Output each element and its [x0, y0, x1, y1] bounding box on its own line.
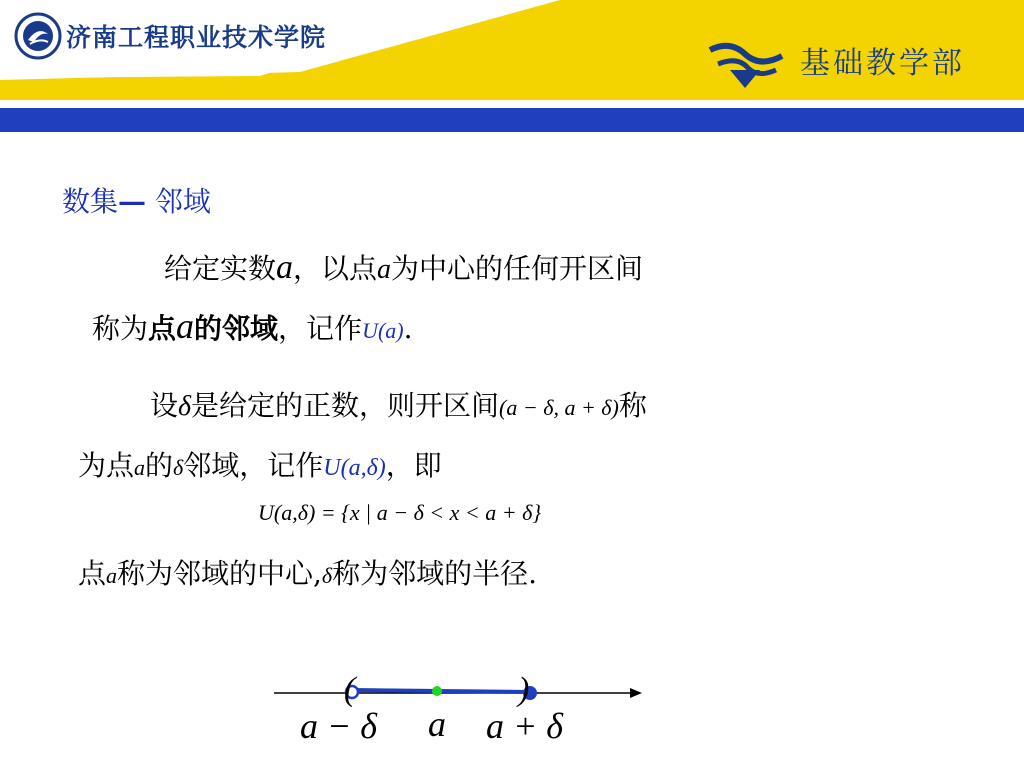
- para2-text-b: 是给定的正数，则开区间: [191, 389, 500, 422]
- para1-text-d: 称为: [92, 312, 149, 345]
- para2-text-f: 邻域，记作: [183, 449, 324, 482]
- slide-header: [0, 0, 1024, 132]
- var-a: a: [134, 455, 146, 480]
- left-paren: (: [344, 671, 356, 708]
- var-delta: δ: [173, 455, 184, 480]
- para2-text-d: 为点: [78, 449, 135, 482]
- left-endpoint-label: a − δ: [300, 706, 378, 746]
- right-endpoint-label: a + δ: [486, 706, 564, 746]
- para1-bold-neighborhood: 的邻域: [194, 312, 279, 345]
- right-paren: ): [518, 671, 530, 708]
- open-interval: (a − δ, a + δ): [499, 395, 619, 420]
- number-line-diagram: [260, 660, 660, 768]
- department-logo-icon: [700, 14, 790, 90]
- neighborhood-formula: U(a,δ) = {x | a − δ < x < a + δ}: [258, 500, 542, 525]
- school-logo-icon: [14, 12, 62, 60]
- var-a: a: [276, 249, 294, 286]
- para1-text-a: 给定实数: [164, 252, 277, 285]
- para2-line1: [150, 384, 647, 424]
- notation-U-a: U(a): [362, 318, 404, 343]
- school-name: 济南工程职业技术学院: [66, 23, 327, 52]
- para3-line: [78, 552, 537, 592]
- para1-text-e: ，记作: [278, 312, 363, 345]
- para3-text-c: 称为邻域的半径.: [332, 557, 538, 590]
- para1-text-c: 为中心的任何开区间: [391, 252, 644, 285]
- para2-line2: [78, 444, 442, 484]
- para2-text-c: 称: [618, 389, 647, 422]
- title-main: 数集: [62, 185, 119, 218]
- period: .: [403, 312, 413, 345]
- para1-line1: [164, 247, 643, 287]
- var-a: a: [377, 254, 392, 285]
- axis-arrow-icon: [630, 688, 642, 698]
- department-name: 基础教学部: [800, 46, 965, 81]
- var-delta: δ: [178, 391, 192, 422]
- para1-text-b: ，以点: [293, 252, 378, 285]
- para3-text-b: 称为邻域的中心,: [117, 557, 322, 590]
- title-sub: 邻域: [154, 185, 211, 218]
- var-a: a: [106, 563, 118, 588]
- para2-text-e: 的: [145, 449, 174, 482]
- para2-text-a: 设: [150, 389, 179, 422]
- title-dash: —: [118, 185, 147, 218]
- var-a: a: [176, 306, 195, 346]
- para1-bold-point: 点: [148, 312, 177, 345]
- para3-text-a: 点: [78, 557, 107, 590]
- notation-U-a-delta: U(a,δ): [323, 455, 386, 481]
- para1-line2: [92, 305, 413, 347]
- center-label: a: [428, 704, 446, 744]
- var-delta: δ: [321, 563, 333, 588]
- para2-text-g: ，即: [385, 449, 442, 482]
- slide-title: [62, 180, 211, 220]
- center-point: [432, 686, 442, 696]
